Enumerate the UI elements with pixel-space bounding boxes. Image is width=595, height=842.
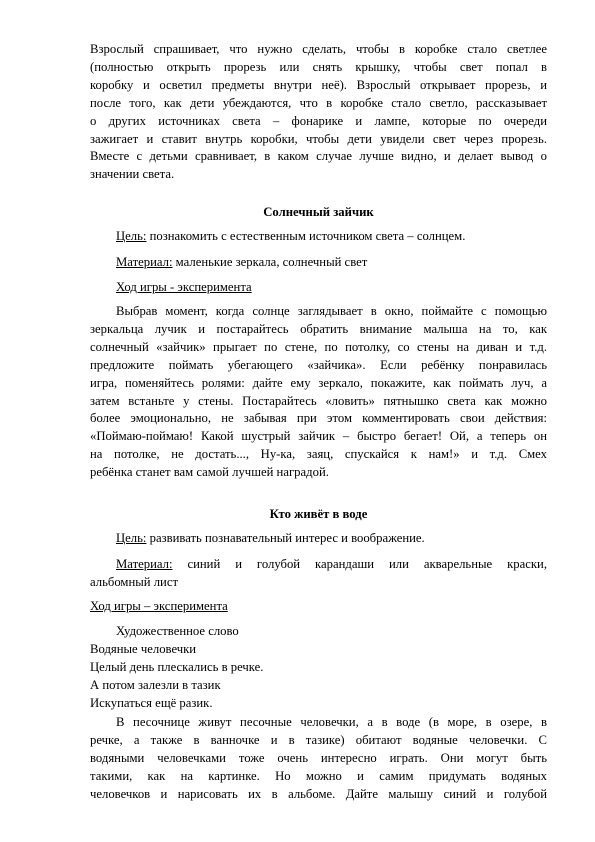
text-line: о других источниках света – фонарике и лампе, которые по очереди [90,113,547,128]
text-line: игра, поменяйтесь ролями: дайте ему зеркало, покажите, как поймать луч, а [90,375,547,390]
material-text: маленькие зеркала, солнечный свет [172,255,368,269]
text-line: затем встаньте у стены. Постарайтесь «ловить» пятнышко света как можно [90,393,547,408]
text-line: В песочнице живут песочные человечки, а в воде (в море, в озере, в [116,715,547,729]
material-text: синий и голубой карандаши или акварельные краски, [172,557,547,571]
text-line: значении света. [90,167,175,182]
process-label: Ход игры – эксперимента [90,599,228,613]
process-heading [90,279,547,297]
material-text-cont: альбомный лист [90,574,179,589]
poem-line: Целый день плескались в речке. [90,659,264,674]
goal-label: Цель: [116,531,147,545]
material-label: Материал: [116,255,173,269]
material-line [90,254,547,272]
text-line: предложите поймать убегающего «зайчика». Если ребёнку понравилась [90,357,547,372]
text-line: водяными человечками тоже очень интересно играть. Они могут быть [90,750,547,765]
poem-heading: Художественное слово [116,624,239,638]
text-line: на потолке, не достать..., Ну-ка, заяц, спускайся к нам!» и т.д. Смех [90,447,547,462]
process-label: Ход игры - эксперимента [116,280,252,294]
material-label: Материал: [116,557,173,571]
text-line: после того, как дети убеждаются, что в коробке стало светло, рассказывает [90,95,547,110]
material-block [90,556,547,592]
text-line: речке, а также в ванночке и в тазике) обитают водяные человечки. С [90,732,547,747]
text-line: Выбрав момент, когда солнце заглядывает в окно, поймайте с помощью [116,304,547,318]
process-heading [90,598,547,616]
poem-line: Искупаться ещё разик. [90,695,213,710]
text-line: (полностью открыть прорезь или снять крышку, чтобы свет попал в [90,59,547,74]
text-line: коробку и осветил предметы внутри неё). Взрослый открывает прорезь, и [90,77,547,92]
goal-line [90,530,547,548]
goal-label: Цель: [116,229,147,243]
text-line: человечков и нарисовать их в альбоме. Дайте малышу синий и голубой [90,786,547,801]
section-title: Солнечный зайчик [263,205,374,219]
text-line: такими, как на картинке. Но можно и самим придумать водяных [90,768,547,783]
text-line: более эмоционально, не забывая при этом комментировать свои действия: [90,411,547,426]
poem-line: Водяные человечки [90,641,197,656]
goal-text: познакомить с естественным источником света – солнцем. [146,229,466,243]
goal-text: развивать познавательный интерес и воображение. [146,531,425,545]
text-line: зажигает и ставит внутрь коробки, чтобы дети увидели свет через прорезь. [90,131,547,146]
text-line: ребёнка станет вам самой лучшей наградой. [90,465,329,480]
poem-line: А потом залезли в тазик [90,677,221,692]
text-line: зеркальца лучик и постарайтесь обратить внимание малыша на то, как [90,321,547,336]
poem-block [90,623,547,712]
section2-body [90,714,547,804]
section1-body [90,303,547,482]
text-line: солнечный «зайчик» прыгает по стене, по потолку, со стены на диван и т.д. [90,339,547,354]
material-line [90,556,547,574]
text-line: Взрослый спрашивает, что нужно сделать, чтобы в коробке стало светлее [90,42,547,56]
intro-paragraph [90,41,547,184]
goal-line [90,228,547,246]
section-title: Кто живёт в воде [269,507,368,521]
text-line: Вместе с детьми сравнивает, в каком случае лучше видно, и делает вывод о [90,149,547,164]
text-line: «Поймаю-поймаю! Какой шустрый зайчик – быстро бегает! Ой, а теперь он [90,429,547,444]
